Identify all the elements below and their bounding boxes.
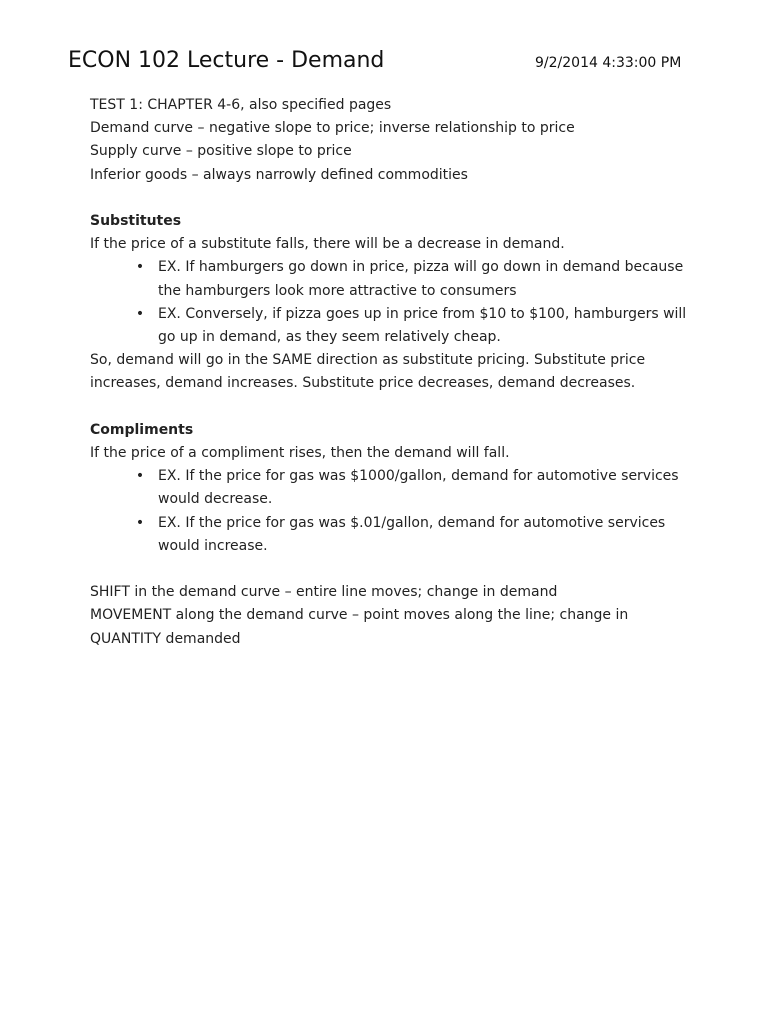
list-item-text: EX. Conversely, if pizza goes up in price from $10 to $100, hamburgers will go up in demand, as they seem relatively cheap.	[158, 305, 687, 346]
intro-line: Inferior goods – always narrowly defined commodities	[90, 166, 468, 183]
blank-line	[90, 396, 690, 419]
bullet-icon: •	[135, 514, 145, 531]
intro-line: Supply curve – positive slope to price	[90, 143, 352, 160]
list-item	[90, 465, 690, 511]
definition-line: MOVEMENT along the demand curve – point moves along the line; change in QUANTITY demanded	[90, 607, 629, 647]
intro-line: TEST 1: CHAPTER 4-6, also specified pages	[90, 97, 392, 113]
page-title: ECON 102 Lecture - Demand	[68, 48, 385, 73]
bullet-icon: •	[135, 468, 145, 485]
bullet-icon: •	[135, 305, 145, 322]
substitutes-lead: If the price of a substitute falls, there will be a decrease in demand.	[90, 236, 565, 253]
compliments-lead: If the price of a compliment rises, then the demand will fall.	[90, 445, 510, 462]
compliments-heading: Compliments	[90, 421, 194, 438]
intro-line: Demand curve – negative slope to price; inverse relationship to price	[90, 120, 575, 137]
list-item-text: EX. If the price for gas was $1000/gallon, demand for automotive services would decrease.	[158, 468, 679, 508]
list-item	[90, 512, 690, 558]
timestamp: 9/2/2014 4:33:00 PM	[535, 55, 682, 71]
bullet-icon: •	[135, 259, 145, 276]
compliments-list	[90, 465, 690, 558]
list-item-text: EX. If the price for gas was $.01/gallon, demand for automotive services would increase.	[158, 514, 666, 554]
list-item	[90, 256, 690, 302]
substitutes-heading: Substitutes	[90, 213, 182, 229]
blank-line	[90, 558, 690, 581]
list-item-text: EX. If hamburgers go down in price, pizza will go down in demand because the hamburgers look more attractive to consumers	[158, 259, 684, 299]
substitutes-list	[90, 256, 690, 349]
definition-line: SHIFT in the demand curve – entire line moves; change in demand	[90, 584, 558, 601]
notes-body	[90, 94, 690, 651]
substitutes-summary: So, demand will go in the SAME direction as substitute pricing. Substitute price increases, demand increases. Substitute price decreases, demand decreases.	[90, 352, 646, 392]
list-item	[90, 303, 690, 349]
blank-line	[90, 187, 690, 210]
